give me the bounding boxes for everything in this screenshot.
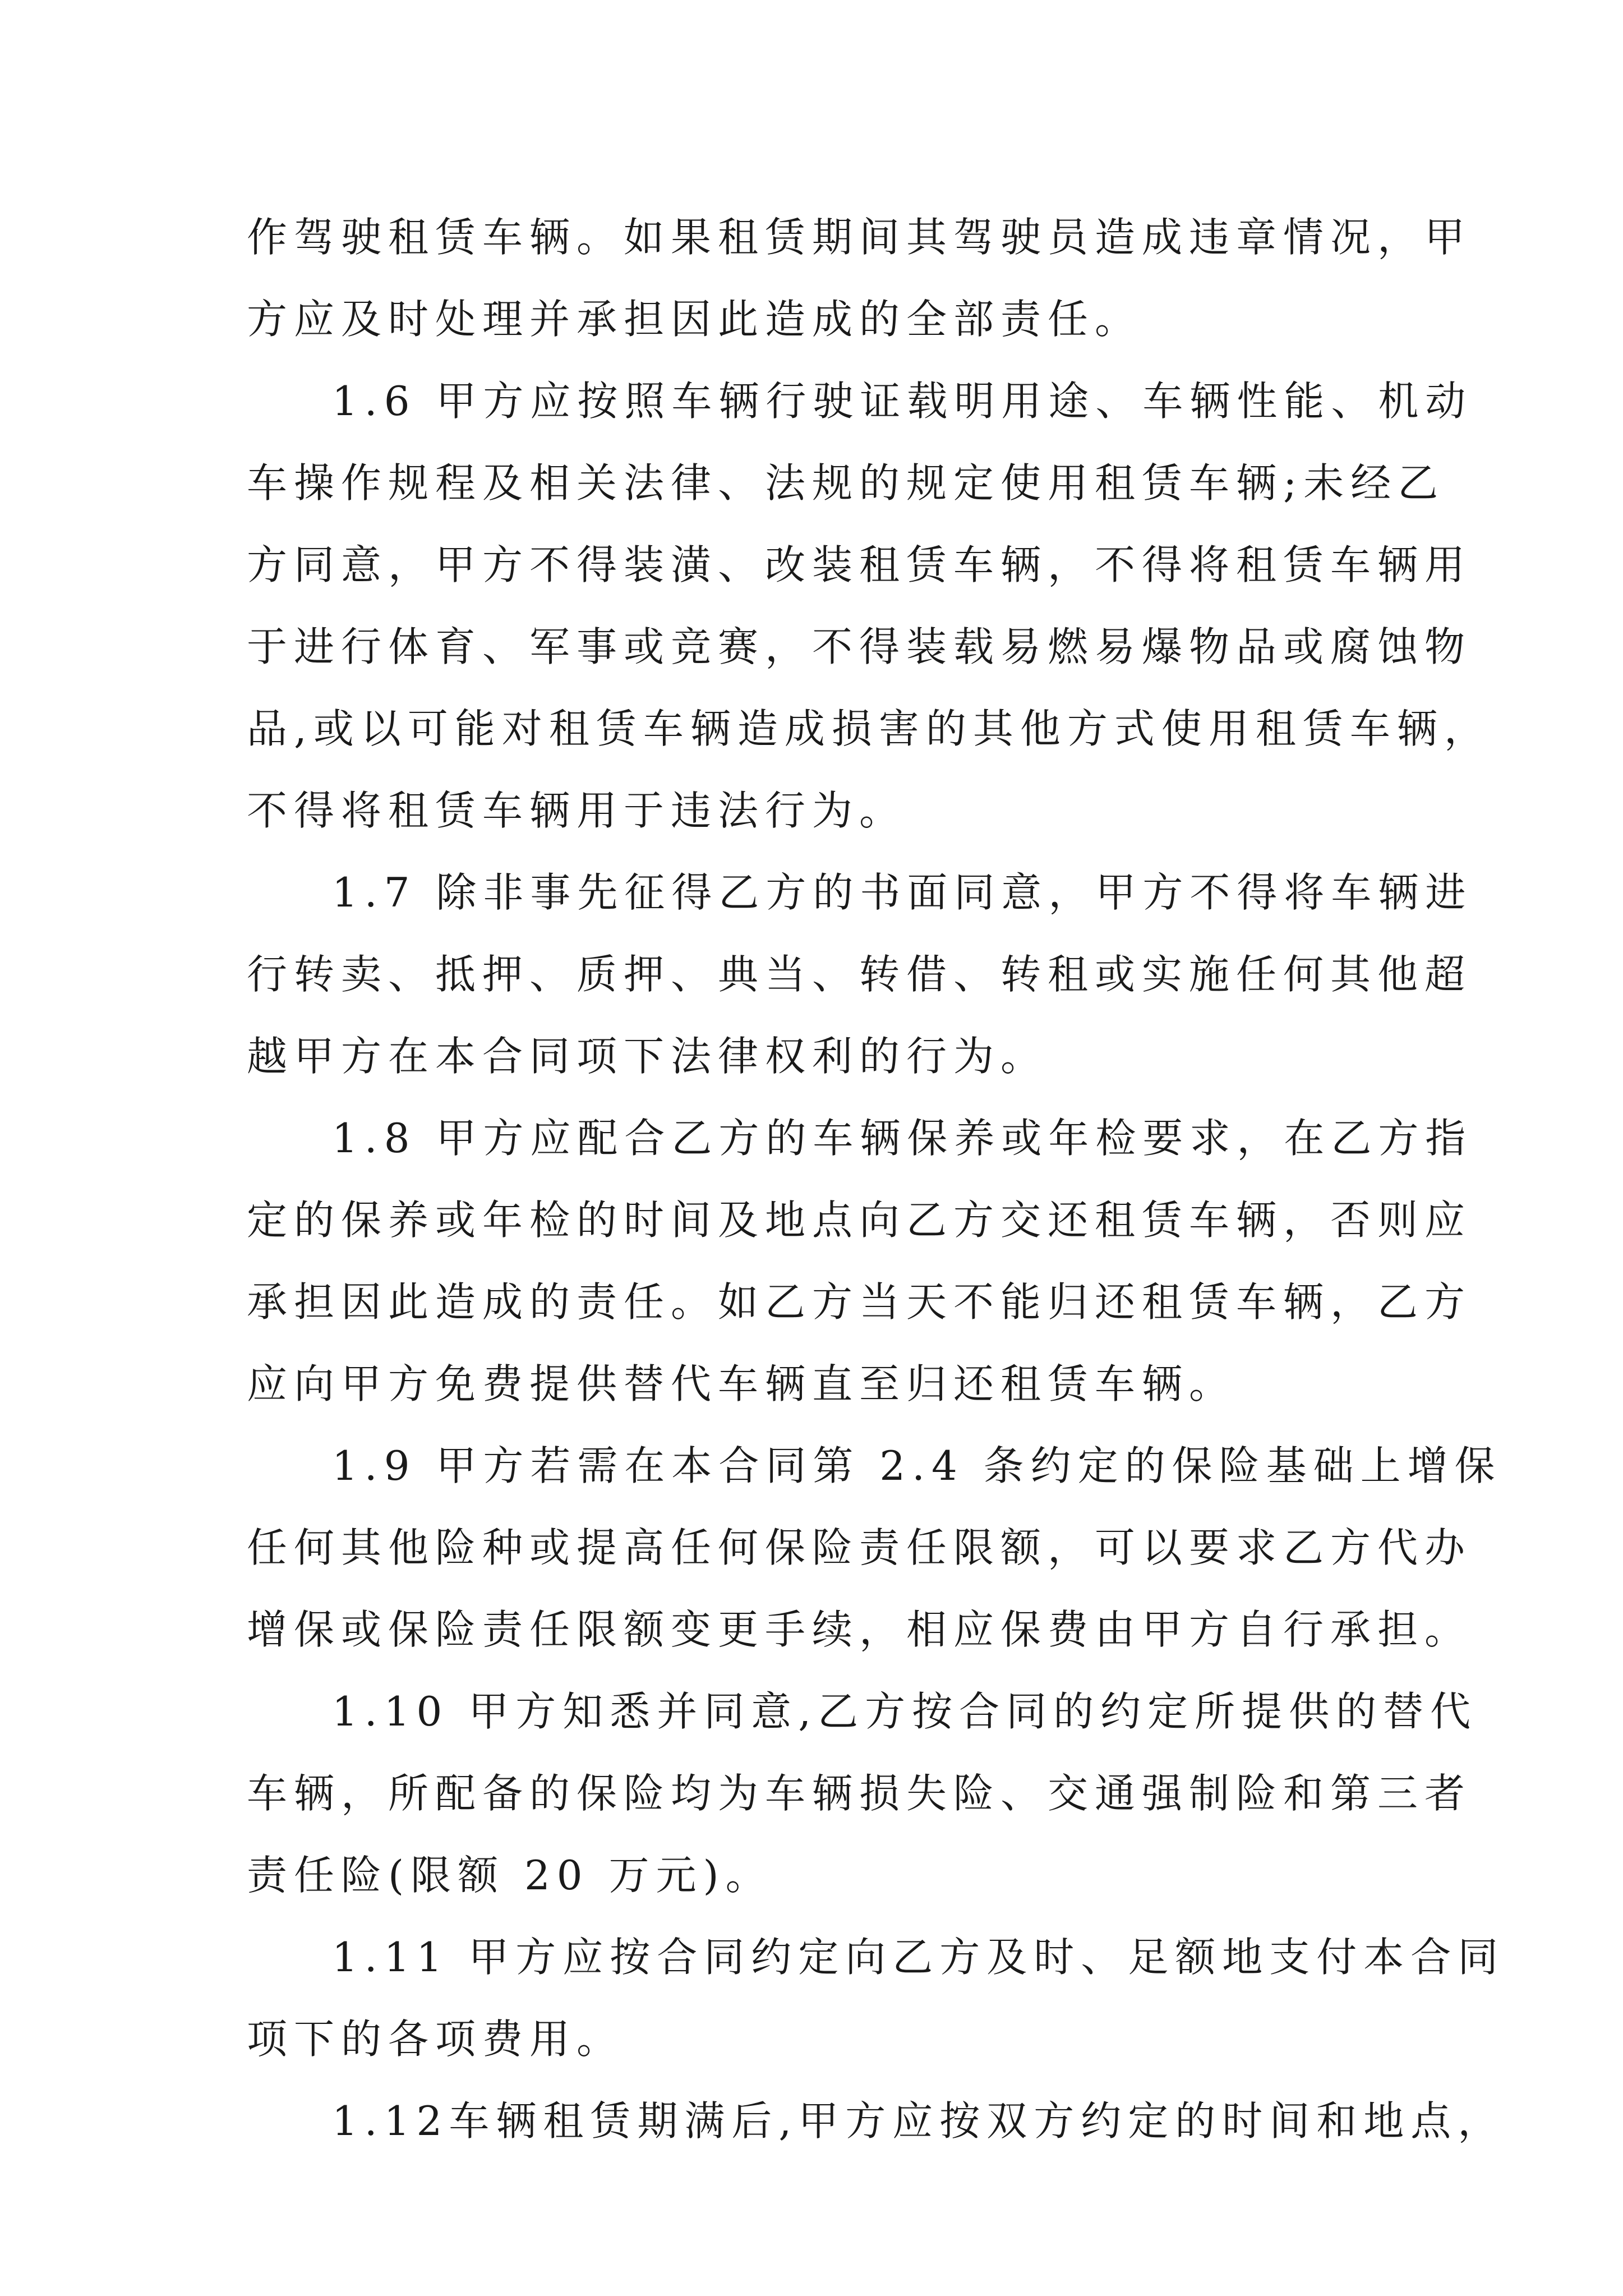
text-line: 作驾驶租赁车辆。如果租赁期间其驾驶员造成违章情况，甲 [247,214,1472,261]
clause-1-11-first-line: 1.11 甲方应按合同约定向乙方及时、足额地支付本合同 [332,1934,1505,1981]
clause-1-7-first-line: 1.7 除非事先征得乙方的书面同意，甲方不得将车辆进 [332,869,1473,916]
clause-1-12-first-line: 1.12车辆租赁期满后,甲方应按双方约定的时间和地点， [332,2097,1505,2145]
text-line: 于进行体育、军事或竞赛，不得装载易燃易爆物品或腐蚀物 [247,623,1472,670]
text-line: 不得将租赁车辆用于违法行为。 [247,787,907,834]
text-line: 方同意，甲方不得装潢、改装租赁车辆，不得将租赁车辆用 [247,541,1472,588]
text-line: 方应及时处理并承担因此造成的全部责任。 [247,296,1142,343]
text-line: 应向甲方免费提供替代车辆直至归还租赁车辆。 [247,1360,1237,1407]
text-line: 承担因此造成的责任。如乙方当天不能归还租赁车辆，乙方 [247,1278,1472,1326]
clause-1-9-first-line: 1.9 甲方若需在本合同第 2.4 条约定的保险基础上增保 [332,1442,1502,1489]
document-body [247,196,1505,2162]
text-line: 越甲方在本合同项下法律权利的行为。 [247,1033,1048,1080]
text-line: 责任险(限额 20 万元)。 [247,1852,773,1899]
text-line: 增保或保险责任限额变更手续，相应保费由甲方自行承担。 [247,1606,1472,1653]
clause-1-10-first-line: 1.10 甲方知悉并同意,乙方按合同的约定所提供的替代 [332,1688,1478,1735]
text-line: 车辆，所配备的保险均为车辆损失险、交通强制险和第三者 [247,1770,1472,1817]
text-line: 任何其他险种或提高任何保险责任限额，可以要求乙方代办 [247,1524,1472,1571]
clause-1-6-first-line: 1.6 甲方应按照车辆行驶证载明用途、车辆性能、机动 [332,378,1473,425]
clause-1-8-first-line: 1.8 甲方应配合乙方的车辆保养或年检要求，在乙方指 [332,1115,1473,1162]
text-line: 定的保养或年检的时间及地点向乙方交还租赁车辆，否则应 [247,1197,1472,1244]
text-line: 行转卖、抵押、质押、典当、转借、转租或实施任何其他超 [247,951,1472,998]
text-line: 品,或以可能对租赁车辆造成损害的其他方式使用租赁车辆， [247,705,1491,752]
text-line: 项下的各项费用。 [247,2016,624,2063]
text-line: 车操作规程及相关法律、法规的规定使用租赁车辆;未经乙 [247,459,1445,507]
